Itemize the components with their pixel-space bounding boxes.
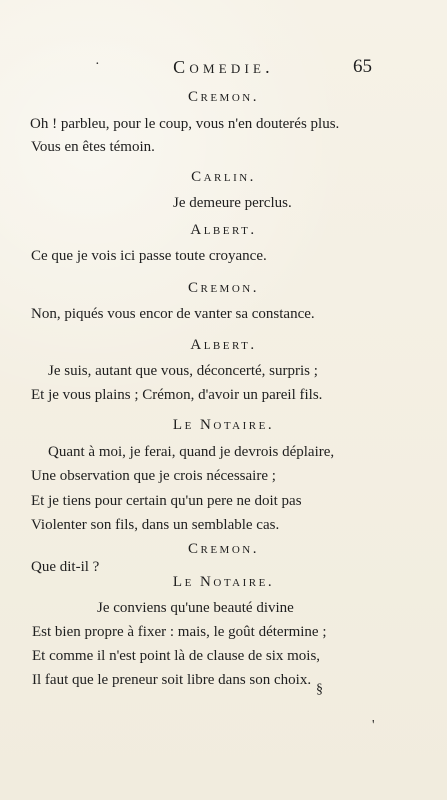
text-line-9: Une observation que je crois nécessaire ; — [31, 468, 276, 484]
text-line-16: Il faut que le preneur soit libre dans son choix. — [32, 672, 312, 688]
text-line-2: Vous en êtes témoin. — [31, 139, 155, 155]
speaker-carlin: Carlin. — [191, 169, 256, 185]
text-line-13: Je conviens qu'une beauté divine — [97, 600, 294, 616]
page-number: 65 — [353, 56, 372, 77]
speaker-le-notaire-1: Le Notaire. — [172, 417, 275, 433]
corner-mark: ' — [372, 718, 375, 733]
speaker-albert-1: Albert. — [190, 222, 257, 238]
text-line-4: Ce que je vois ici passe toute croyance. — [31, 248, 267, 264]
speaker-cremon-3: Cremon. — [188, 541, 259, 557]
speaker-cremon-1: Cremon. — [188, 89, 259, 105]
text-line-12: Que dit-il ? — [31, 559, 100, 575]
text-line-1: Oh ! parbleu, pour le coup, vous n'en douterés plus. — [30, 116, 340, 132]
text-line-15: Et comme il n'est point là de clause de six mois, — [32, 648, 321, 664]
text-line-10: Et je tiens pour certain qu'un pere ne doit pas — [31, 493, 302, 509]
speaker-albert-2: Albert. — [190, 337, 257, 353]
text-line-7: Et je vous plains ; Crémon, d'avoir un pareil fils. — [31, 387, 323, 403]
bottom-mark: § — [316, 682, 323, 697]
left-ornament-dot: · — [95, 57, 100, 72]
speaker-le-notaire-2: Le Notaire. — [172, 574, 275, 590]
running-head — [0, 58, 447, 82]
text-line-8: Quant à moi, je ferai, quand je devrois déplaire, — [48, 444, 335, 460]
text-line-14: Est bien propre à fixer : mais, le goût détermine ; — [32, 624, 327, 640]
text-line-5: Non, piqués vous encor de vanter sa constance. — [31, 306, 315, 322]
text-line-6: Je suis, autant que vous, déconcerté, surpris ; — [48, 363, 318, 379]
speaker-cremon-2: Cremon. — [188, 280, 259, 296]
text-line-3: Je demeure perclus. — [173, 195, 292, 211]
text-line-11: Violenter son fils, dans un semblable cas. — [31, 517, 280, 533]
running-title: Comedie. — [173, 57, 274, 77]
